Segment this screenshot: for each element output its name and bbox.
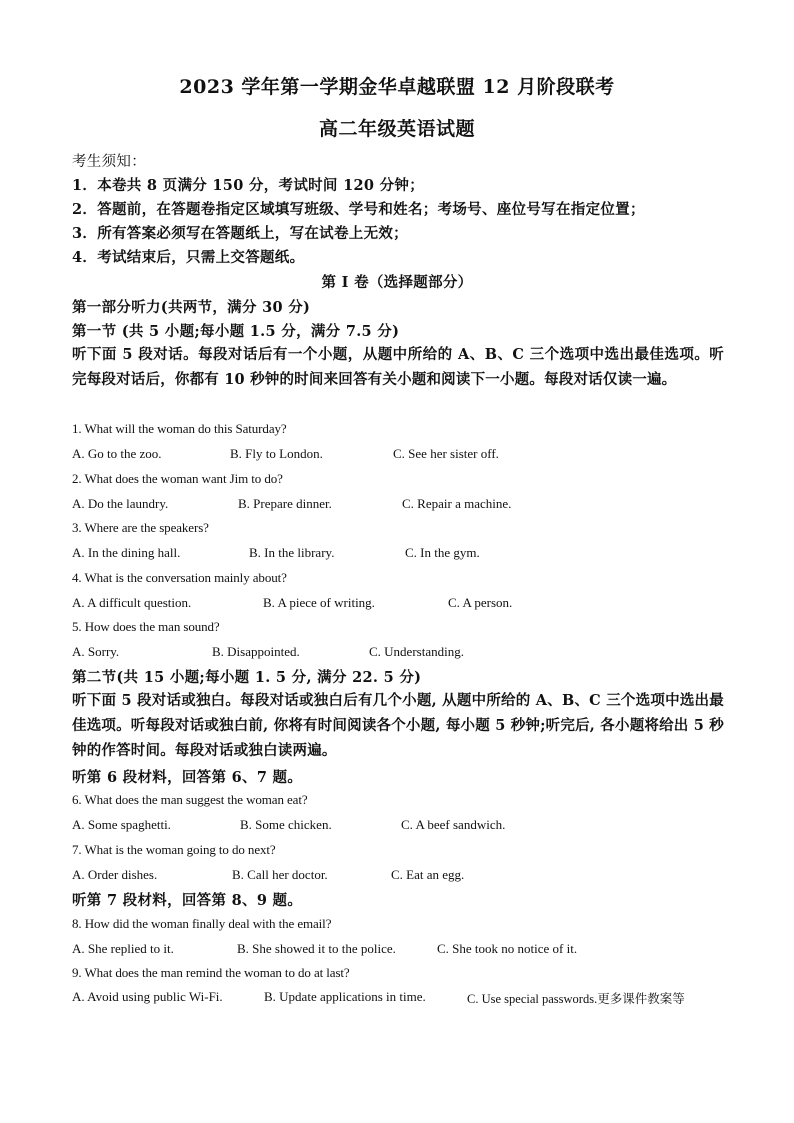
option-c: C. Understanding. — [369, 644, 464, 659]
option-b: B. Call her doctor. — [232, 867, 328, 882]
exam-title: 2023 学年第一学期金华卓越联盟 12 月阶段联考 — [179, 76, 615, 98]
option-c: C. Use special passwords.更多课件教案等 — [467, 992, 685, 1006]
option-a: A. Order dishes. — [72, 867, 158, 882]
notice-item: 4．考试结束后，只需上交答题纸。 — [72, 249, 305, 266]
question-8: 8. How did the woman finally deal with the email? — [72, 916, 332, 931]
option-a: A. She replied to it. — [72, 941, 174, 956]
option-c: C. Repair a machine. — [402, 496, 512, 511]
option-c: C. Eat an egg. — [391, 867, 465, 882]
option-a: A. Avoid using public Wi-Fi. — [72, 989, 223, 1004]
material-6-heading: 听第 6 段材料，回答第 6、7 题。 — [72, 769, 303, 786]
option-a: A. Do the laundry. — [72, 496, 169, 511]
option-a: A. Go to the zoo. — [72, 446, 162, 461]
question-6: 6. What does the man suggest the woman eat? — [72, 792, 308, 807]
option-b: B. Prepare dinner. — [238, 496, 332, 511]
volume-heading: 第 I 卷（选择题部分） — [321, 274, 473, 291]
question-5: 5. How does the man sound? — [72, 619, 220, 634]
option-a: A. A difficult question. — [72, 595, 192, 610]
material-7-heading: 听第 7 段材料，回答第 8、9 题。 — [72, 892, 303, 909]
option-b: B. She showed it to the police. — [237, 941, 396, 956]
question-4: 4. What is the conversation mainly about? — [72, 570, 287, 585]
question-2: 2. What does the woman want Jim to do? — [72, 471, 283, 486]
option-a: A. Some spaghetti. — [72, 817, 171, 832]
notice-item: 1．本卷共 8 页满分 150 分，考试时间 120 分钟； — [72, 177, 424, 194]
option-c: C. See her sister off. — [393, 446, 499, 461]
question-3: 3. Where are the speakers? — [72, 520, 209, 535]
option-a: A. In the dining hall. — [72, 545, 181, 560]
option-c: C. A beef sandwich. — [401, 817, 506, 832]
section2-title: 第二节(共 15 小题;每小题 1. 5 分, 满分 22. 5 分) — [72, 669, 422, 686]
section1-instructions: 听下面 5 段对话。每段对话后有一个小题，从题中所给的 A、B、C 三个选项中选出最佳选项。听完每段对话后，你都有 10 秒钟的时间来回答有关小题和阅读下一小题。每段对话仅读一遍。 — [72, 346, 724, 388]
option-b: B. A piece of writing. — [263, 595, 375, 610]
option-b: B. In the library. — [249, 545, 335, 560]
part1-title: 第一部分听力(共两节，满分 30 分) — [72, 299, 311, 316]
option-b: B. Disappointed. — [212, 644, 300, 659]
question-9: 9. What does the man remind the woman to do at last? — [72, 965, 350, 980]
question-1: 1. What will the woman do this Saturday? — [72, 421, 287, 436]
option-b: B. Fly to London. — [230, 446, 323, 461]
option-b: B. Update applications in time. — [264, 989, 426, 1004]
section1-title: 第一节 (共 5 小题;每小题 1.5 分，满分 7.5 分) — [72, 323, 400, 340]
notice-item: 2．答题前，在答题卷指定区域填写班级、学号和姓名；考场号、座位号写在指定位置； — [72, 201, 645, 218]
exam-subtitle: 高二年级英语试题 — [318, 118, 475, 140]
notice-heading: 考生须知： — [72, 154, 146, 170]
option-c: C. A person. — [448, 595, 513, 610]
notice-item: 3．所有答案必须写在答题纸上，写在试卷上无效； — [72, 225, 408, 242]
option-c: C. In the gym. — [405, 545, 480, 560]
option-b: B. Some chicken. — [240, 817, 332, 832]
option-c: C. She took no notice of it. — [437, 941, 578, 956]
option-a: A. Sorry. — [72, 644, 120, 659]
section2-instructions: 听下面 5 段对话或独白。每段对话或独白后有几个小题, 从题中所给的 A、B、C 三个选项中选出最佳选项。听每段对话或独白前, 你将有时间阅读各个小题, 每小题 5 秒钟;听完后, 各小题将给出 5 秒钟的作答时间。每段对话或独白读两遍。 — [72, 692, 724, 759]
question-7: 7. What is the woman going to do next? — [72, 842, 276, 857]
